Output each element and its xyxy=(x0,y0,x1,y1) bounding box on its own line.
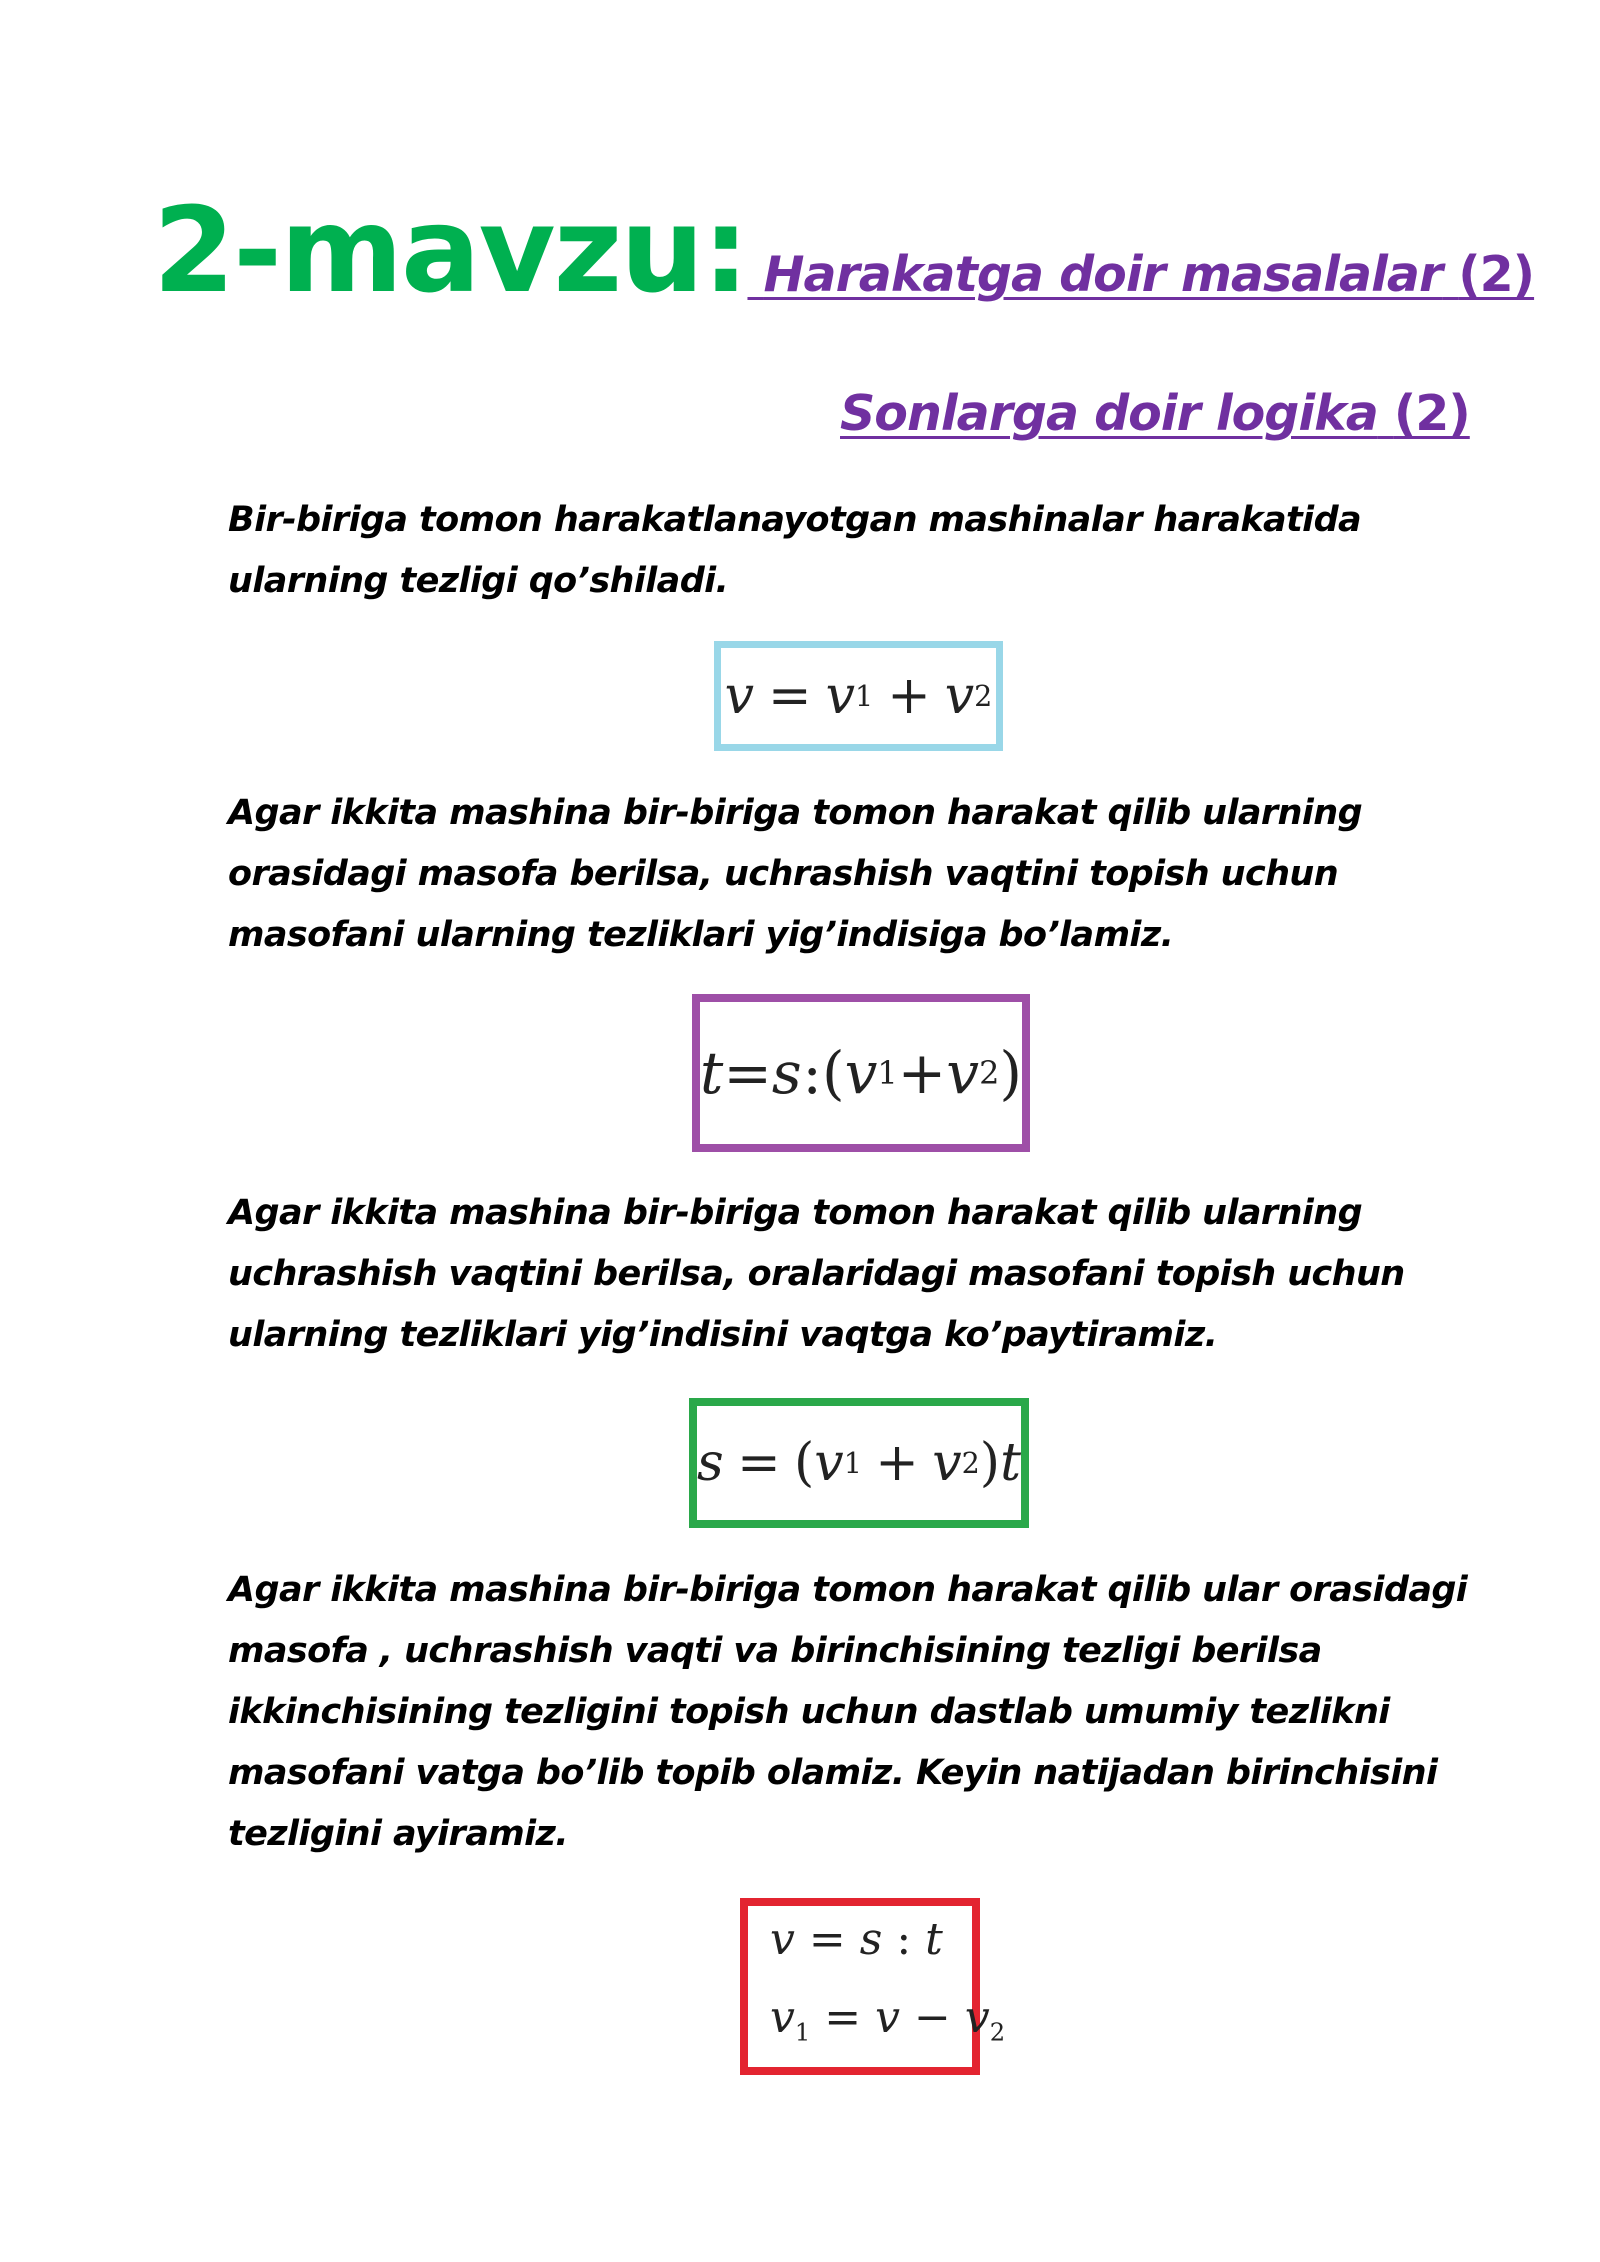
formula-op: = xyxy=(808,1914,846,1966)
formula-op: − xyxy=(913,1992,951,2044)
formula-var: v xyxy=(825,666,855,726)
formula-sub: 2 xyxy=(974,679,993,713)
formula-var: t xyxy=(700,1039,724,1107)
paragraph-1: Bir-biriga tomon harakatlanayotgan mashinalar harakatida ularning tezligi qo’shiladi. xyxy=(228,500,1362,601)
formula-op: = xyxy=(723,1039,772,1107)
paragraph-3: Agar ikkita mashina bir-biriga tomon harakat qilib ularning uchrashish vaqtini berilsa, oralaridagi masofani topish uchun ularning tezliklari yig’indisini vaqtga ko’paytiramiz. xyxy=(228,1193,1405,1355)
formula-sub: 1 xyxy=(854,679,874,713)
topic-title-text: Harakatga doir masalalar xyxy=(763,246,1443,303)
formula-var: s xyxy=(771,1039,802,1107)
paragraph-2: Agar ikkita mashina bir-biriga tomon harakat qilib ularning orasidagi masofa berilsa, uchrashish vaqtini topish uchun masofani ularning tezliklari yig’indisiga bo’lamiz. xyxy=(228,793,1363,955)
formula-box-sum-speed xyxy=(714,641,1003,751)
formula-line-1 xyxy=(770,1901,943,1979)
formula-sub: 2 xyxy=(961,1446,980,1480)
formula-op: = xyxy=(768,666,812,726)
sub-heading xyxy=(840,385,1480,455)
formula-var: s xyxy=(859,1914,883,1966)
formula-var: s xyxy=(697,1433,724,1493)
formula-op: ) xyxy=(979,1433,1001,1493)
topic-title-paren: (2) xyxy=(1458,246,1535,303)
sub-heading-text: Sonlarga doir logika xyxy=(840,385,1378,442)
formula-op: + xyxy=(875,1433,919,1493)
formula-op: + xyxy=(897,1039,947,1107)
formula-var: v xyxy=(844,1039,878,1107)
formula-var: v xyxy=(770,1992,795,2044)
formula-sub: 1 xyxy=(877,1054,898,1092)
paragraph-4: Agar ikkita mashina bir-biriga tomon harakat qilib ular orasidagi masofa , uchrashish vaqti va birinchisining tezligi berilsa ikkinchisining tezligini topish uchun dastlab umumiy tezlikni masofani vatga bo’lib topib olamiz. Keyin natijadan birinchisini tezligini ayiramiz. xyxy=(228,1570,1468,1854)
formula-box-time xyxy=(692,994,1030,1152)
formula-line-2 xyxy=(770,1979,1005,2071)
formula-var: v xyxy=(944,666,975,726)
title-row xyxy=(153,180,1535,320)
formula-op: = xyxy=(824,1992,862,2044)
formula-var: v xyxy=(964,1992,990,2044)
topic-title xyxy=(747,246,1534,303)
formula-var: v xyxy=(946,1039,980,1107)
topic-number-title: 2-mavzu: xyxy=(153,181,748,319)
formula-op: + xyxy=(887,666,931,726)
formula-sub: 1 xyxy=(794,2018,811,2047)
formula-box-speed-difference xyxy=(740,1898,1006,2075)
formula-op: = xyxy=(737,1433,781,1493)
sub-heading-paren: (2) xyxy=(1393,385,1470,442)
formula-sub: 1 xyxy=(843,1446,862,1480)
formula-op: ( xyxy=(794,1433,815,1493)
formula-var: v xyxy=(724,666,755,726)
formula-box-distance xyxy=(689,1398,1029,1528)
formula-var: t xyxy=(925,1914,943,1966)
formula-op: : xyxy=(896,1914,912,1966)
formula-var: v xyxy=(875,1992,900,2044)
formula-var: v xyxy=(770,1914,795,1966)
formula-sub: 2 xyxy=(989,2018,1006,2047)
formula-op: ) xyxy=(999,1039,1022,1107)
formula-sub: 2 xyxy=(979,1054,1000,1092)
formula-op: :( xyxy=(802,1039,845,1107)
formula-var: t xyxy=(1000,1433,1021,1493)
formula-var: v xyxy=(814,1433,844,1493)
formula-var: v xyxy=(932,1433,962,1493)
